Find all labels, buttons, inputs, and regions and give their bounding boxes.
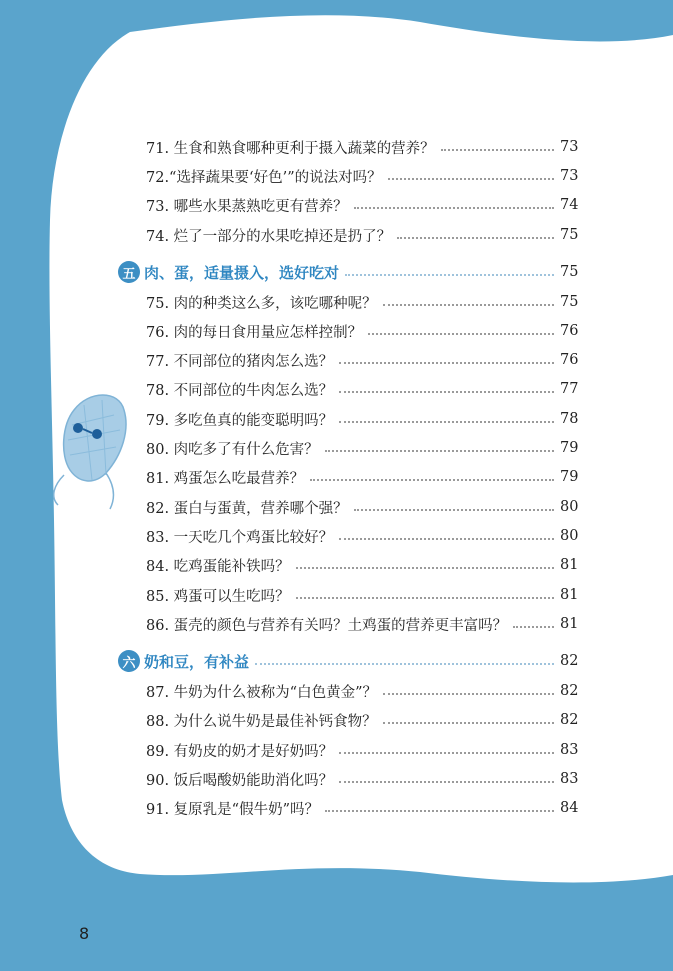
page-number: 8 <box>79 924 90 943</box>
toc-entry-page: 82 <box>560 712 579 728</box>
toc-entry-title: 89. 有奶皮的奶才是好奶吗？ <box>146 743 334 760</box>
dot-leader <box>296 557 554 569</box>
toc-entry[interactable] <box>146 678 578 704</box>
toc-entry-title: 86. 蛋壳的颜色与营养有关吗？土鸡蛋的营养更丰富吗？ <box>146 617 508 634</box>
toc-entry[interactable] <box>146 222 578 248</box>
toc-entry-title: 73. 哪些水果蒸熟吃更有营养？ <box>146 198 348 215</box>
toc-entry-page: 81 <box>560 616 579 632</box>
toc-entry-title: 83. 一天吃几个鸡蛋比较好？ <box>146 529 334 546</box>
dot-leader <box>383 683 554 695</box>
toc-entry[interactable] <box>146 737 578 763</box>
toc-entry[interactable] <box>146 707 578 733</box>
toc-entry[interactable] <box>146 192 578 218</box>
section-number-badge: 六 <box>118 650 140 672</box>
toc-entry-title: 87. 牛奶为什么被称为“白色黄金”？ <box>146 684 377 701</box>
toc-entry-page: 77 <box>560 381 579 397</box>
toc-entry-title: 78. 不同部位的牛肉怎么选？ <box>146 382 334 399</box>
toc-entry-page: 75 <box>560 294 579 310</box>
mascot-illustration <box>44 385 134 515</box>
toc-entry[interactable] <box>146 611 578 637</box>
dot-leader <box>339 381 554 393</box>
toc-entry-page: 81 <box>560 557 579 573</box>
toc-entry-page: 75 <box>560 227 579 243</box>
dot-leader <box>441 139 554 151</box>
toc-entry-page: 82 <box>560 683 579 699</box>
dot-leader <box>325 440 554 452</box>
toc-entry-title: 85. 鸡蛋可以生吃吗？ <box>146 588 290 605</box>
dot-leader <box>354 499 554 511</box>
dot-leader <box>255 653 554 665</box>
toc-entry-page: 73 <box>560 168 579 184</box>
section-heading-milk-beans[interactable] <box>118 648 578 674</box>
dot-leader <box>368 323 554 335</box>
section-number-badge: 五 <box>118 261 140 283</box>
dot-leader <box>383 712 554 724</box>
dot-leader <box>310 469 554 481</box>
dot-leader <box>339 411 554 423</box>
dot-leader <box>383 294 554 306</box>
dot-leader <box>339 771 554 783</box>
toc-entry-title: 80. 肉吃多了有什么危害？ <box>146 441 319 458</box>
toc-entry-title: 81. 鸡蛋怎么吃最营养？ <box>146 470 305 487</box>
section-title: 肉、蛋，适量摄入，选好吃对 <box>144 263 340 282</box>
toc-entry[interactable] <box>146 163 578 189</box>
toc-entry-title: 77. 不同部位的猪肉怎么选？ <box>146 353 334 370</box>
dot-leader <box>354 197 554 209</box>
toc-entry-title: 88. 为什么说牛奶是最佳补钙食物？ <box>146 713 377 730</box>
toc-entry-title: 90. 饭后喝酸奶能助消化吗？ <box>146 772 334 789</box>
toc-entry[interactable] <box>146 464 578 490</box>
dot-leader <box>339 528 554 540</box>
toc-entry-page: 78 <box>560 411 579 427</box>
toc-entry[interactable] <box>146 406 578 432</box>
toc-entry-title: 79. 多吃鱼真的能变聪明吗？ <box>146 412 334 429</box>
section-heading-meat-eggs[interactable] <box>118 259 578 285</box>
dot-leader <box>339 352 554 364</box>
dot-leader <box>513 616 554 628</box>
toc-entry-page: 84 <box>560 800 579 816</box>
toc-entry-page: 83 <box>560 771 579 787</box>
toc-entry-page: 76 <box>560 352 579 368</box>
toc-entry-page: 83 <box>560 742 579 758</box>
toc-entry-title: 71. 生食和熟食哪种更利于摄入蔬菜的营养？ <box>146 140 435 157</box>
toc-entry[interactable] <box>146 523 578 549</box>
dot-leader <box>397 227 554 239</box>
toc-entry-title: 84. 吃鸡蛋能补铁吗？ <box>146 558 290 575</box>
toc-entry[interactable] <box>146 795 578 821</box>
toc-entry[interactable] <box>146 318 578 344</box>
dot-leader <box>296 587 554 599</box>
toc-entry-title: 91. 复原乳是“假牛奶”吗？ <box>146 801 319 818</box>
toc-entry-title: 76. 肉的每日食用量应怎样控制？ <box>146 324 363 341</box>
toc-entry-title: 75. 肉的种类这么多，该吃哪种呢？ <box>146 295 377 312</box>
toc-entry-title: 72.“选择蔬果要‘好色’”的说法对吗？ <box>146 169 382 186</box>
toc-entry-page: 80 <box>560 499 579 515</box>
toc-entry-page: 79 <box>560 469 579 485</box>
toc-entry[interactable] <box>146 376 578 402</box>
toc-entry-title: 74. 烂了一部分的水果吃掉还是扔了？ <box>146 228 392 245</box>
toc-entry[interactable] <box>146 289 578 315</box>
toc-entry[interactable] <box>146 552 578 578</box>
dot-leader <box>339 742 554 754</box>
toc-entry[interactable] <box>146 494 578 520</box>
section-title: 奶和豆，有补益 <box>144 652 250 671</box>
toc-entry[interactable] <box>146 134 578 160</box>
toc-entry-page: 73 <box>560 139 579 155</box>
toc-entry-page: 74 <box>560 197 579 213</box>
toc-entry[interactable] <box>146 435 578 461</box>
dot-leader <box>388 168 554 180</box>
toc-entry-title: 82. 蛋白与蛋黄，营养哪个强？ <box>146 500 348 517</box>
dot-leader <box>325 800 554 812</box>
toc-entry-page: 80 <box>560 528 579 544</box>
toc-entry[interactable] <box>146 347 578 373</box>
toc-entry[interactable] <box>146 766 578 792</box>
toc-entry-page: 81 <box>560 587 579 603</box>
toc-entry-page: 79 <box>560 440 579 456</box>
dot-leader <box>345 264 554 276</box>
toc-entry-page: 76 <box>560 323 579 339</box>
toc-entry[interactable] <box>146 582 578 608</box>
section-page: 75 <box>560 264 579 280</box>
section-page: 82 <box>560 653 579 669</box>
